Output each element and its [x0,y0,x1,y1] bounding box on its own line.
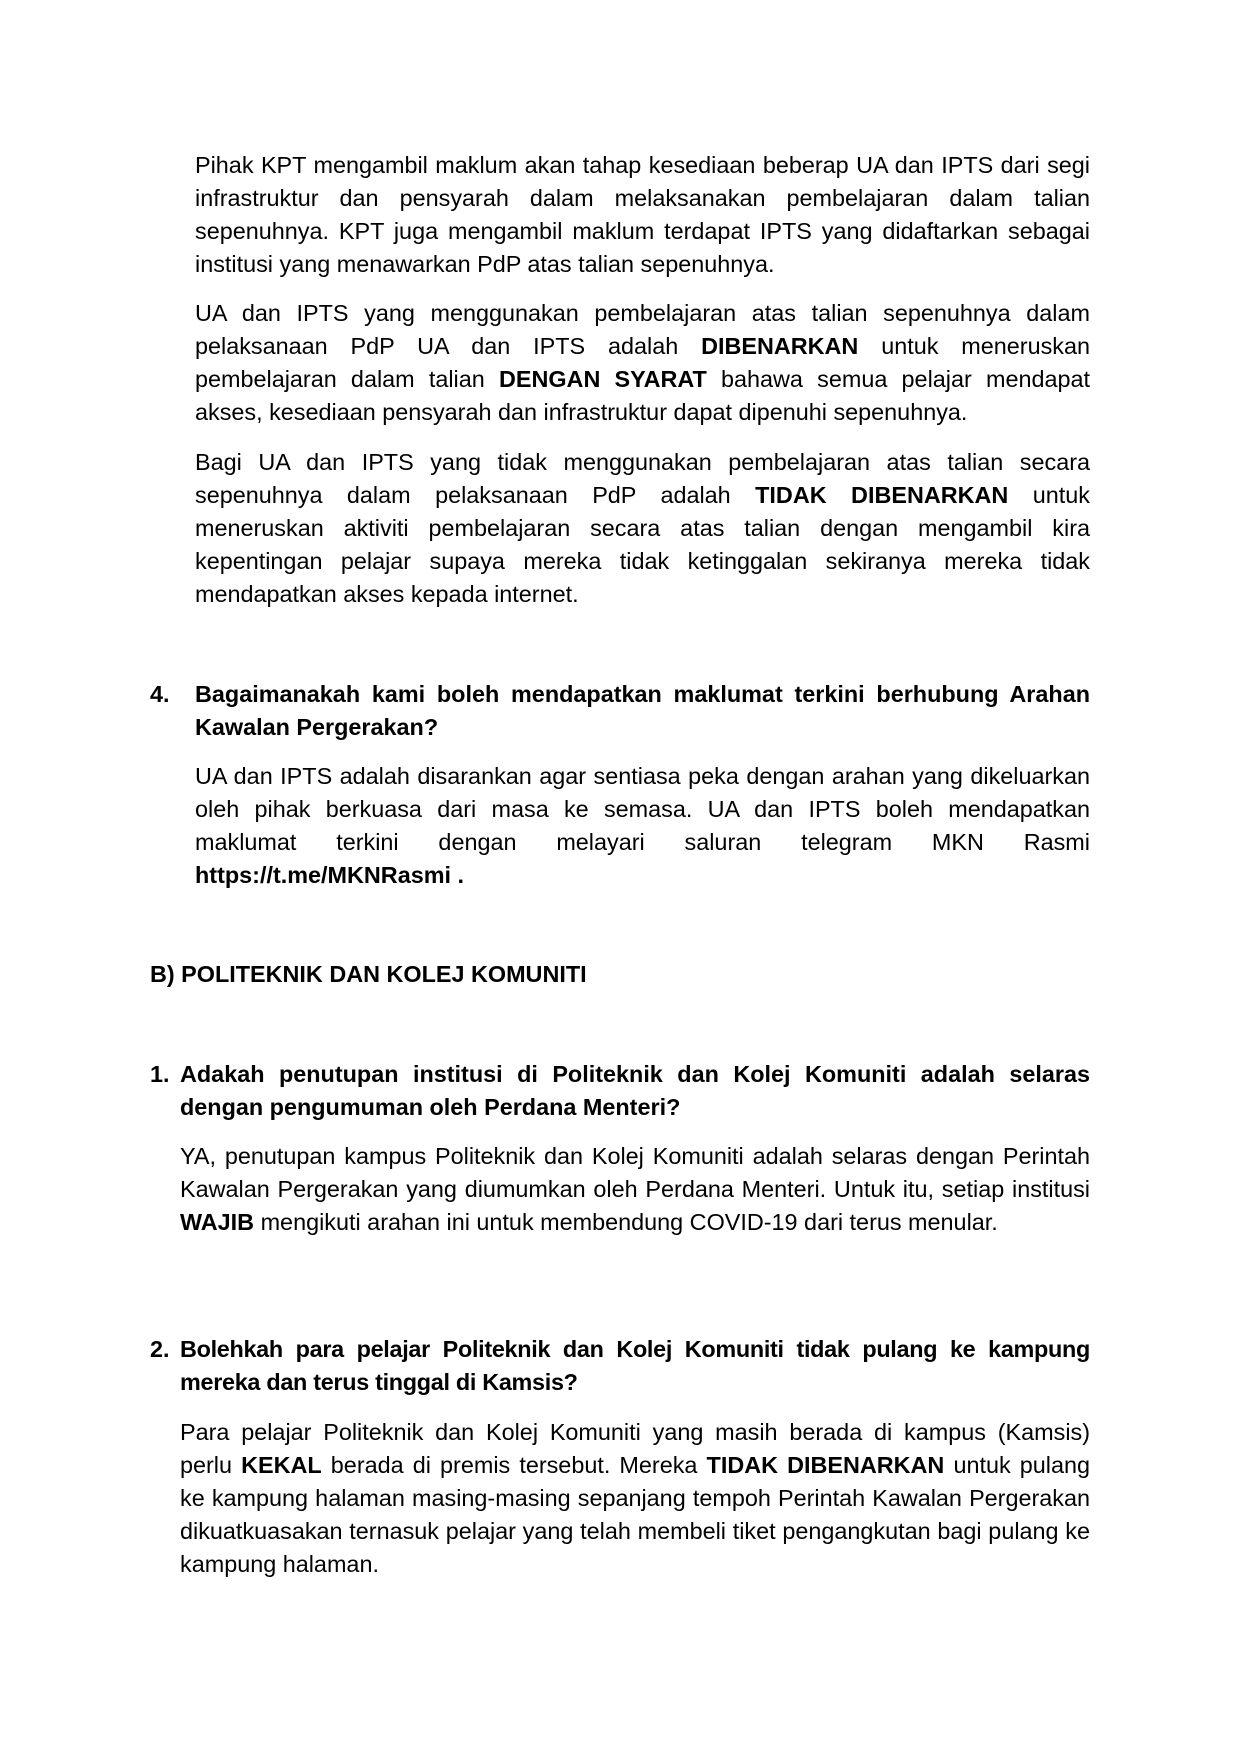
answer-b2 [180,1416,1090,1581]
answer-text: Para pelajar Politeknik dan Kolej Komuniti yang masih berada di kampus (Kamsis) perlu [180,1419,1090,1478]
question-text: Bagaimanakah kami boleh mendapatkan maklumat terkini berhubung Arahan Kawalan Pergerakan? [195,681,1090,740]
emphasis-wajib: WAJIB [180,1209,255,1235]
answer-text: YA, penutupan kampus Politeknik dan Kolej Komuniti adalah selaras dengan Perintah Kawalan Pergerakan yang diumumkan oleh Perdana Menteri. Untuk itu, setiap institusi [180,1143,1090,1202]
question-number: 4. [150,681,170,707]
paragraph-text: Bagi UA dan IPTS yang tidak menggunakan pembelajaran atas talian secara sepenuhnya dalam pelaksanaan PdP adalah [195,449,1090,508]
answer-text: berada di premis tersebut. Mereka [321,1452,707,1478]
emphasis-tidak-dibenarkan: TIDAK DIBENARKAN [755,482,1009,508]
paragraph-text: bahawa semua pelajar mendapat akses, kesediaan pensyarah dan infrastruktur dapat dipenuhi sepenuhnya. [195,366,1090,425]
question-4 [150,678,1090,744]
telegram-link[interactable]: https://t.me/MKNRasmi . [195,862,465,888]
question-text: Adakah penutupan institusi di Politeknik dan Kolej Komuniti adalah selaras dengan pengumuman oleh Perdana Menteri? [180,1061,1090,1120]
answer-text: mengikuti arahan ini untuk membendung COVID-19 dari terus menular. [254,1209,998,1235]
question-text: Bolehkah para pelajar Politeknik dan Kolej Komuniti tidak pulang ke kampung mereka dan terus tinggal di Kamsis? [180,1336,1090,1395]
answer-b1 [180,1140,1090,1239]
paragraph-online-not-allowed [195,446,1090,611]
question-number: 2. [150,1336,170,1362]
paragraph-kpt-readiness [195,149,1090,281]
paragraph-text: UA dan IPTS yang menggunakan pembelajaran atas talian sepenuhnya dalam pelaksanaan PdP UA dan IPTS adalah [195,300,1090,359]
paragraph-text: untuk meneruskan aktiviti pembelajaran secara atas talian dengan mengambil kira kepentingan pelajar supaya mereka tidak ketinggalan sekiranya mereka tidak mendapatkan akses kepada internet. [195,482,1090,607]
emphasis-kekal: KEKAL [241,1452,322,1478]
emphasis-dibenarkan: DIBENARKAN [701,333,859,359]
paragraph-text: untuk meneruskan pembelajaran dalam talian [195,333,1090,392]
emphasis-dengan-syarat: DENGAN SYARAT [498,366,707,392]
paragraph-text: Pihak KPT mengambil maklum akan tahap kesediaan beberap UA dan IPTS dari segi infrastruktur dan pensyarah dalam melaksanakan pembelajaran dalam talian sepenuhnya. KPT juga mengambil maklum terdapat IPTS yang didaftarkan sebagai institusi yang menawarkan PdP atas talian sepenuhnya. [195,152,1090,277]
question-b2 [150,1333,1090,1399]
emphasis-tidak-dibenarkan: TIDAK DIBENARKAN [706,1452,945,1478]
answer-4 [195,760,1090,892]
question-number: 1. [150,1061,170,1087]
question-b1 [150,1058,1090,1124]
answer-text: UA dan IPTS adalah disarankan agar sentiasa peka dengan arahan yang dikeluarkan oleh pihak berkuasa dari masa ke semasa. UA dan IPTS boleh mendapatkan maklumat terkini dengan melayari saluran telegram MKN Rasmi [195,763,1090,855]
answer-text: untuk pulang ke kampung halaman masing-masing sepanjang tempoh Perintah Kawalan Pergerakan dikuatkuasakan ternasuk pelajar yang telah membeli tiket pengangkutan bagi pulang ke kampung halaman. [180,1452,1091,1577]
section-b-heading: B) POLITEKNIK DAN KOLEJ KOMUNITI [150,961,587,987]
paragraph-online-allowed [195,297,1090,429]
